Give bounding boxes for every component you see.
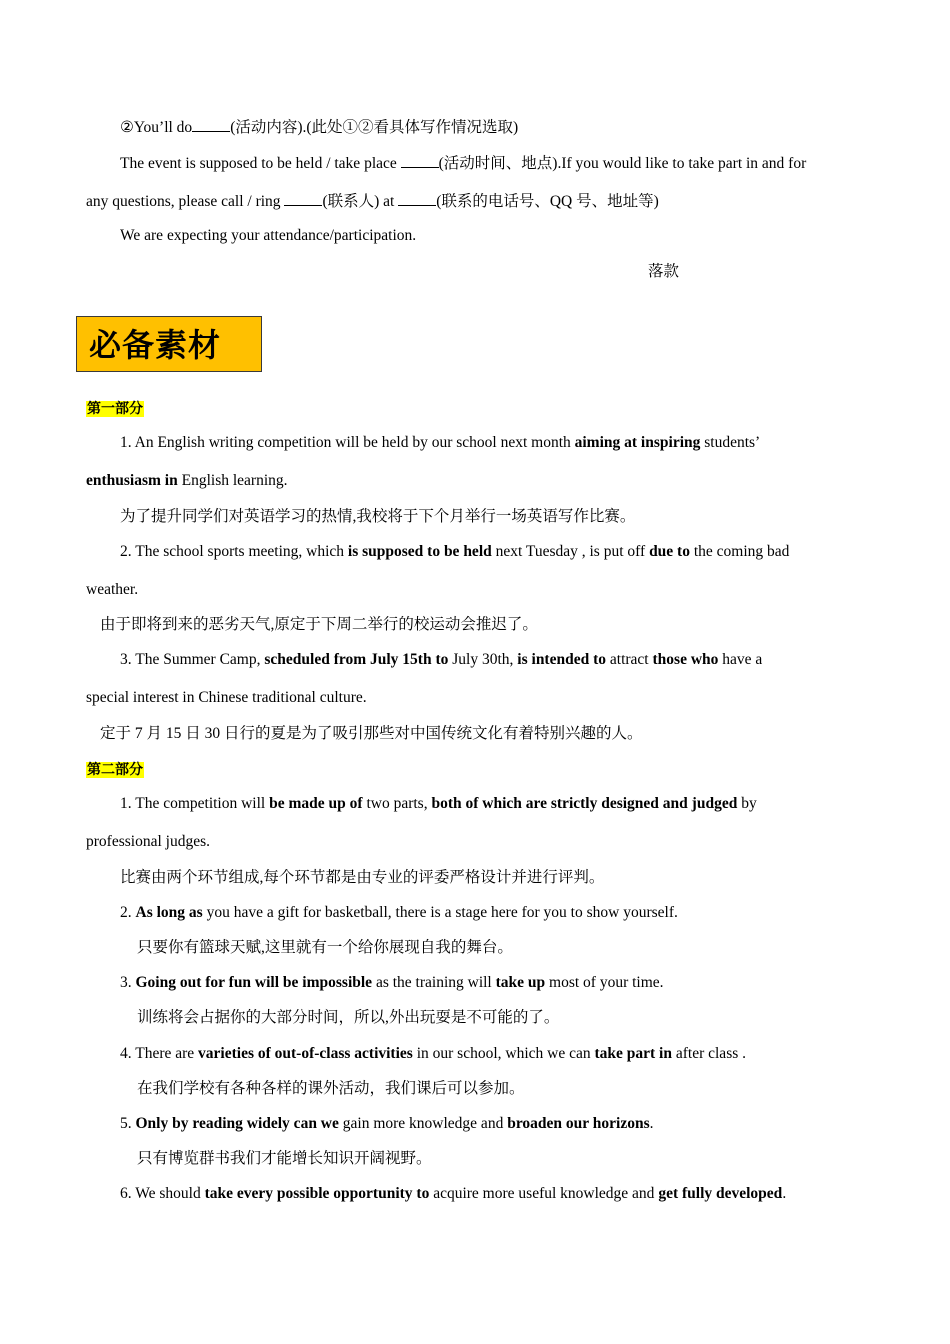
text: students’ [700,434,761,451]
text: 1. The competition will [120,795,270,812]
key-phrase: varieties of out-of-class activities [198,1045,413,1062]
p2-s3-en [120,973,664,993]
key-phrase: broaden our horizons [507,1115,650,1132]
text: (联系人) at [322,193,399,210]
p1-s2-en-line2: weather. [86,581,139,598]
text: as the training will [372,974,496,991]
text: attract [606,651,653,668]
p2-s4-en [120,1044,746,1064]
text: 1. An English writing competition will be held by our school next month [120,434,575,451]
p2-s5-zh: 只有博览群书我们才能增长知识开阔视野。 [137,1150,432,1167]
text: . [649,1115,654,1132]
key-phrase: take part in [594,1045,672,1062]
key-phrase: be made up of [269,795,363,812]
text: 3. The Summer Camp, [120,651,265,668]
text: two parts, [362,795,432,812]
text: gain more knowledge and [338,1115,508,1132]
text: acquire more useful knowledge and [429,1185,659,1202]
part1-heading-text: 第一部分 [87,401,143,417]
p1-s2-zh: 由于即将到来的恶劣天气,原定于下周二举行的校运动会推迟了。 [100,616,538,633]
fill-blank [284,191,322,206]
p1-s1-en-line2 [86,471,288,491]
text: in our school, which we can [412,1045,595,1062]
key-phrase: enthusiasm in [86,472,178,489]
p2-s4-zh: 在我们学校有各种各样的课外活动，我们课后可以参加。 [137,1080,525,1097]
text: July 30th, [448,651,518,668]
p1-s3-en-line1 [120,650,762,670]
text: . [782,1185,787,1202]
part2-heading [86,760,144,780]
p1-s3-en-line2: special interest in Chinese traditional culture. [86,689,367,706]
text: (活动内容).(此处①②看具体写作情况选取) [230,119,519,136]
text: 4. There are [120,1045,199,1062]
text: (联系的电话号、QQ 号、地址等) [436,193,659,210]
template-line-3 [86,191,659,212]
p2-s1-zh: 比赛由两个环节组成,每个环节都是由专业的评委严格设计并进行评判。 [120,869,605,886]
key-phrase: is supposed to be held [347,543,492,560]
p2-s2-en [120,903,678,923]
key-phrase: is intended to [517,651,607,668]
key-phrase: As long as [135,904,203,921]
key-phrase: Going out for fun will be impossible [135,974,373,991]
template-line-4: We are expecting your attendance/participation. [120,227,417,244]
fill-blank [192,117,230,132]
text: 3. [120,974,136,991]
key-phrase: take up [495,974,546,991]
p2-s3-zh: 训练将会占据你的大部分时间，所以,外出玩耍是不可能的了。 [137,1009,560,1026]
part2-heading-text: 第二部分 [87,762,143,778]
key-phrase: Only by reading widely can we [135,1115,339,1132]
text: English learning. [177,472,288,489]
p2-s5-en [120,1114,653,1134]
template-line-2 [120,153,806,174]
p2-s6-en [120,1184,786,1204]
key-phrase: due to [649,543,690,560]
template-line-1 [120,117,518,138]
section-banner [76,316,262,372]
key-phrase: both of which are strictly designed and judged [431,795,738,812]
text: 6. We should [120,1185,205,1202]
text: 2. The school sports meeting, which [120,543,348,560]
p1-s1-en-line1 [120,433,760,453]
text: ②You’ll do [120,119,193,136]
text: 2. [120,904,136,921]
text: most of your time. [545,974,664,991]
key-phrase: take every possible opportunity to [204,1185,430,1202]
fill-blank [401,153,439,168]
key-phrase: scheduled from July 15th to [264,651,449,668]
text: 5. [120,1115,136,1132]
p2-s1-en-line1 [120,794,757,814]
p1-s3-zh: 定于 7 月 15 日 30 日行的夏是为了吸引那些对中国传统文化有着特别兴趣的人。 [100,725,643,742]
key-phrase: aiming at inspiring [574,434,701,451]
p2-s1-en-line2: professional judges. [86,833,210,850]
p1-s2-en-line1 [120,542,789,562]
text: by [737,795,757,812]
text: next Tuesday , is put off [491,543,650,560]
text: you have a gift for basketball, there is a stage here for you to show yourself. [202,904,678,921]
part1-heading [86,399,144,419]
text: any questions, please call / ring [86,193,285,210]
p2-s2-zh: 只要你有篮球天赋,这里就有一个给你展现自我的舞台。 [137,939,513,956]
text: The event is supposed to be held / take place [120,155,401,172]
fill-blank [398,191,436,206]
key-phrase: get fully developed [658,1185,783,1202]
text: after class . [671,1045,747,1062]
text: (活动时间、地点).If you would like to take part in and for [438,155,807,172]
key-phrase: those who [652,651,719,668]
signature: 落款 [648,263,680,280]
text: the coming bad [689,543,790,560]
text: have a [718,651,763,668]
p1-s1-zh: 为了提升同学们对英语学习的热情,我校将于下个月举行一场英语写作比赛。 [120,508,636,525]
banner-title: 必备素材 [89,326,222,364]
